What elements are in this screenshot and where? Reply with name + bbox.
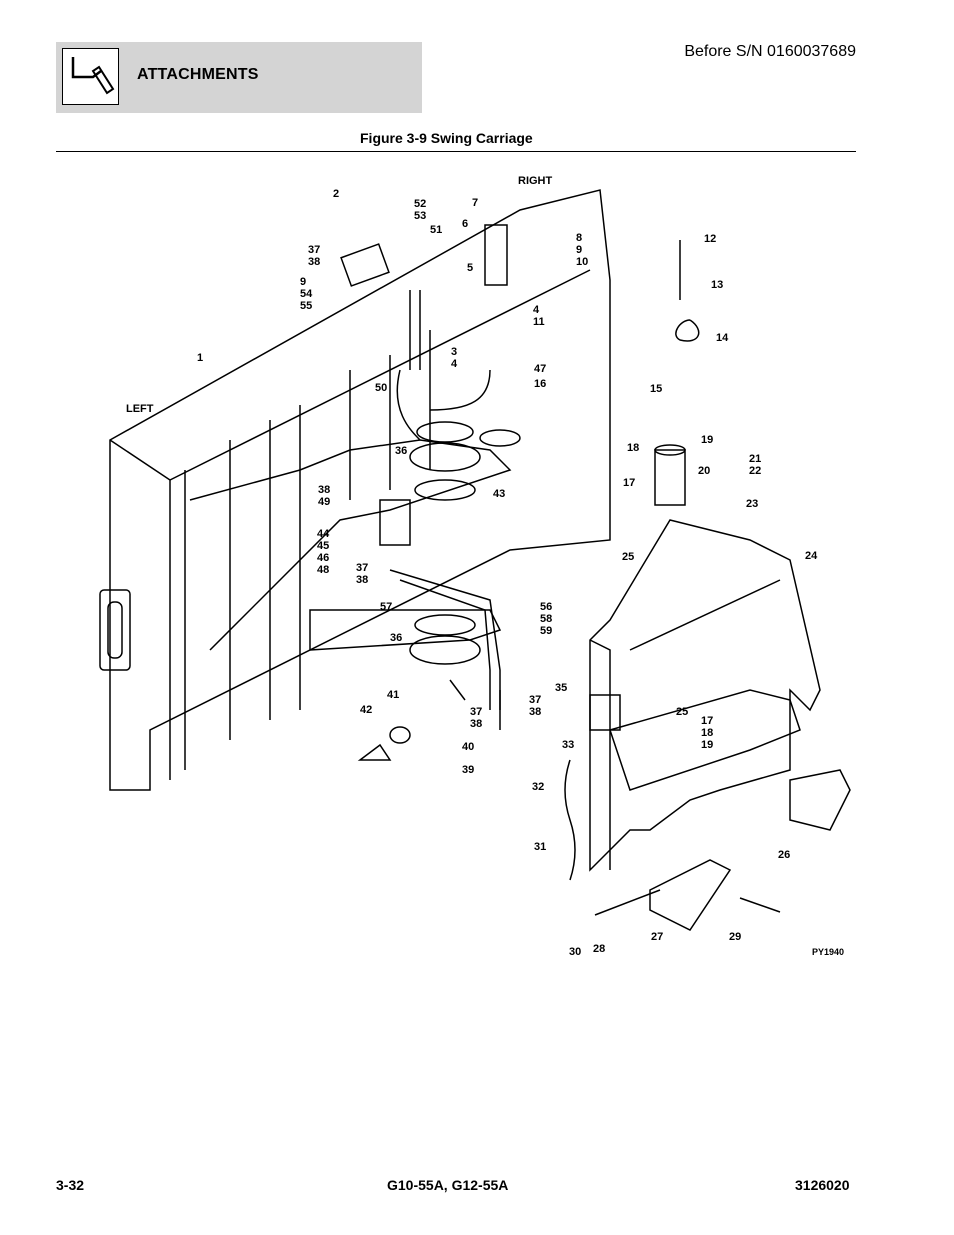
callout-label: 37 38 <box>529 694 542 718</box>
callout-label: 20 <box>698 465 711 477</box>
callout-label: 39 <box>462 764 475 776</box>
callout-label: 15 <box>650 383 663 395</box>
callout-label: 37 38 <box>356 562 369 586</box>
callout-label: 4 11 <box>533 304 545 328</box>
callout-label: 19 <box>701 434 714 446</box>
direction-label-left: LEFT <box>126 403 154 415</box>
callout-label: 47 <box>534 363 547 375</box>
callout-label: 5 <box>467 262 474 274</box>
callout-label: 9 54 55 <box>300 276 313 312</box>
section-title: ATTACHMENTS <box>137 66 259 83</box>
direction-label-right: RIGHT <box>518 175 553 187</box>
manual-number: 3126020 <box>795 1177 850 1193</box>
callout-label: 31 <box>534 841 547 853</box>
page-number: 3-32 <box>56 1177 85 1193</box>
callout-label: 23 <box>746 498 759 510</box>
callout-label: 29 <box>729 931 742 943</box>
callout-label: 8 9 10 <box>576 232 589 268</box>
callout-label: 35 <box>555 682 568 694</box>
callout-label: 3 4 <box>451 346 458 370</box>
callout-label: 1 <box>197 352 204 364</box>
callout-label: 43 <box>493 488 506 500</box>
callout-label: 51 <box>430 224 443 236</box>
callout-label: 56 58 59 <box>540 601 553 637</box>
callout-label: 21 22 <box>749 453 762 477</box>
callout-label: 26 <box>778 849 791 861</box>
callout-label: 52 53 <box>414 198 427 222</box>
callout-label: 18 <box>627 442 640 454</box>
callout-label: 42 <box>360 704 373 716</box>
callout-label: 37 38 <box>470 706 483 730</box>
attachment-hook-icon <box>62 48 119 105</box>
callout-label: 25 <box>622 551 635 563</box>
callout-label: 30 <box>569 946 582 958</box>
callout-label: 2 <box>333 188 340 200</box>
drawing-code: PY1940 <box>812 947 845 957</box>
callout-label: 12 <box>704 233 717 245</box>
callout-label: 50 <box>375 382 388 394</box>
callout-label: 28 <box>593 943 606 955</box>
callout-label: 14 <box>716 332 729 344</box>
callout-label: 7 <box>472 197 479 209</box>
callout-label: 36 <box>395 445 408 457</box>
callout-label: 16 <box>534 378 547 390</box>
callout-label: 24 <box>805 550 818 562</box>
serial-number-note: Before S/N 0160037689 <box>684 43 856 60</box>
callout-label: 32 <box>532 781 545 793</box>
callout-label: 17 <box>623 477 636 489</box>
figure-title: Figure 3-9 Swing Carriage <box>360 130 533 146</box>
callout-label: 40 <box>462 741 475 753</box>
swing-carriage-drawing <box>90 170 870 970</box>
title-divider <box>56 151 856 152</box>
callout-label: 17 18 19 <box>701 715 714 751</box>
callout-label: 25 <box>676 706 689 718</box>
callout-label: 36 <box>390 632 403 644</box>
callout-label: 44 45 46 48 <box>317 528 330 576</box>
callout-label: 41 <box>387 689 400 701</box>
callout-label: 33 <box>562 739 575 751</box>
callout-label: 37 38 <box>308 244 321 268</box>
callout-label: 6 <box>462 218 469 230</box>
callout-label: 57 <box>380 601 393 613</box>
model-names: G10-55A, G12-55A <box>387 1177 509 1193</box>
callout-label: 38 49 <box>318 484 331 508</box>
callout-label: 13 <box>711 279 724 291</box>
callout-label: 27 <box>651 931 664 943</box>
